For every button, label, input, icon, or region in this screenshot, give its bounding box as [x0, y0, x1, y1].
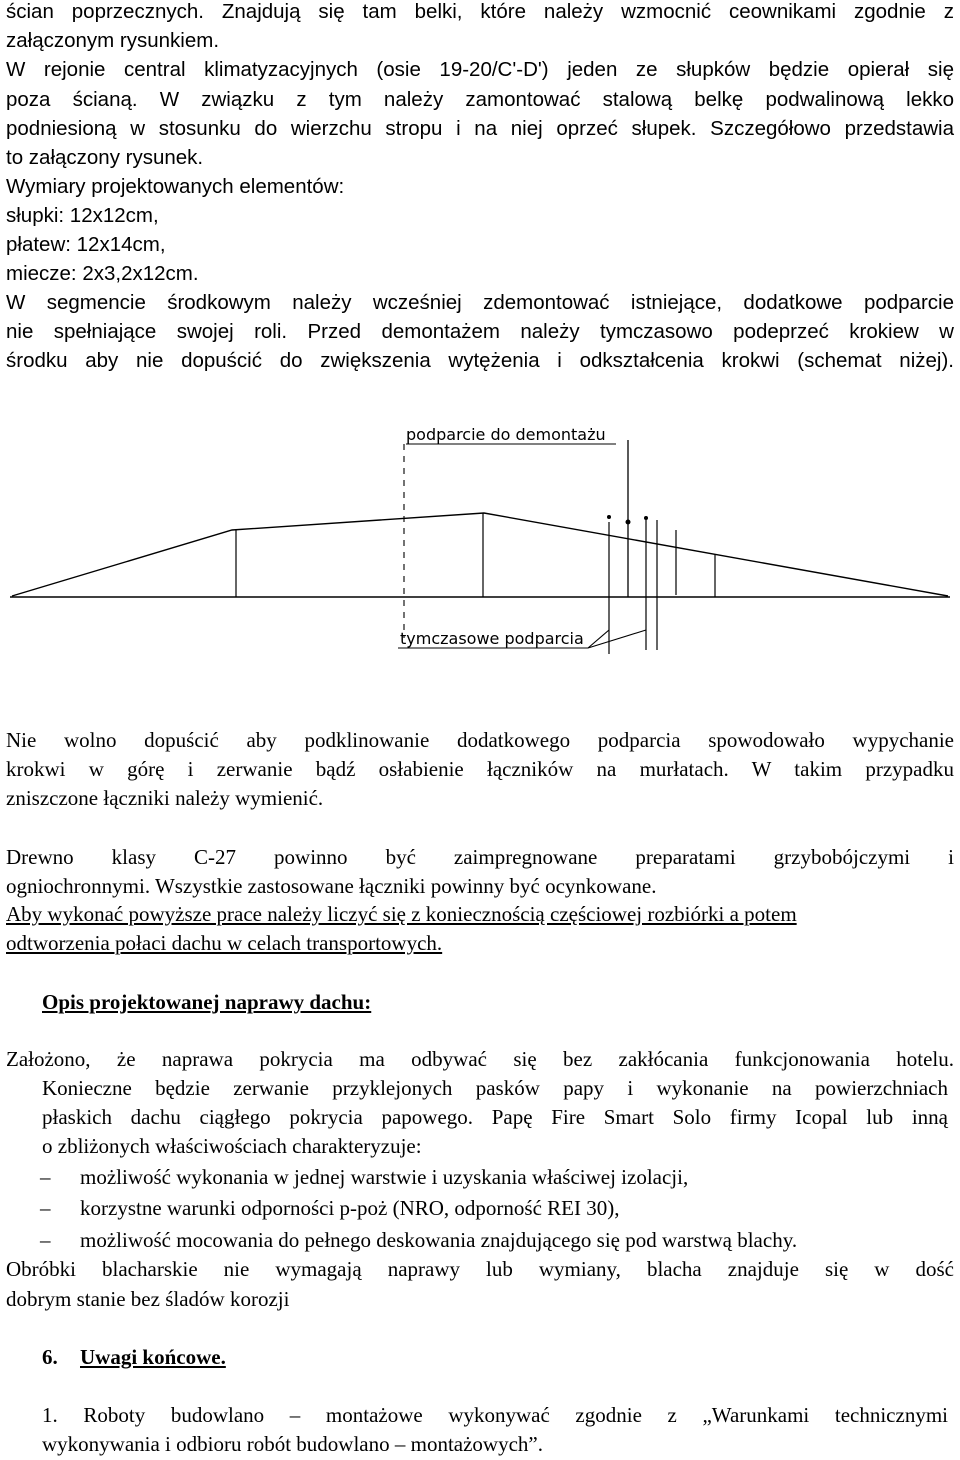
pointer-arrow	[588, 630, 646, 648]
paragraph-line: to załączony rysunek.	[6, 146, 204, 169]
paragraph-line: środku aby nie dopuścić do zwiększenia wytężenia i odkształcenia krokwi (schemat niżej).	[6, 349, 954, 372]
support-marker	[644, 516, 648, 520]
paragraph-line: załączonym rysunkiem.	[6, 29, 220, 52]
paragraph-line: podniesioną w stosunku do wierzchu stropu i na niej oprzeć słupek. Szczegółowo przedstawia	[6, 117, 954, 140]
support-marker	[626, 520, 631, 525]
roof-support-diagram	[0, 410, 960, 670]
heading-number: 6.	[42, 1345, 58, 1369]
paragraph-line: miecze: 2x3,2x12cm.	[6, 262, 199, 285]
label-temporary-supports: tymczasowe podparcia	[400, 629, 584, 648]
paragraph-line-underlined: odtworzenia połaci dachu w celach transportowych.	[6, 931, 443, 955]
paragraph-line: ogniochronnymi. Wszystkie zastosowane łączniki powinny być ocynkowane.	[6, 874, 657, 898]
section-heading: Opis projektowanej naprawy dachu:	[42, 990, 372, 1014]
paragraph-line: Drewno klasy C-27 powinno być zaimpregnowane preparatami grzybobójczymi i	[6, 845, 954, 869]
paragraph-line: płaskich dachu ciągłego pokrycia papowego. Papę Fire Smart Solo firmy Icopal lub inną	[42, 1105, 948, 1129]
label-support-to-dismantle: podparcie do demontażu	[406, 425, 606, 444]
paragraph-line: nie spełniające swojej roli. Przed demontażem należy tymczasowo podeprzeć krokiew w	[6, 320, 954, 343]
bullet-dash: –	[40, 1165, 51, 1189]
list-item-text: możliwość mocowania do pełnego deskowania znajdującego się pod warstwą blachy.	[80, 1228, 798, 1252]
list-item-text: możliwość wykonania w jednej warstwie i uzyskania właściwej izolacji,	[80, 1165, 689, 1189]
paragraph-line: wykonywania i odbioru robót budowlano – montażowych”.	[42, 1432, 543, 1456]
paragraph-line: 1. Roboty budowlano – montażowe wykonywać zgodnie z „Warunkami technicznymi	[42, 1403, 948, 1427]
paragraph-line: Wymiary projektowanych elementów:	[6, 175, 345, 198]
paragraph-line: Konieczne będzie zerwanie przyklejonych pasków papy i wykonanie na powierzchniach	[42, 1076, 948, 1100]
paragraph-line: ścian poprzecznych. Znajdują się tam belki, które należy wzmocnić ceownikami zgodnie z	[6, 0, 954, 23]
paragraph-line: poza ścianą. W związku z tym należy zamontować stalową belkę podwalinową lekko	[6, 88, 954, 111]
paragraph-line: płatew: 12x14cm,	[6, 233, 166, 256]
paragraph-line: W segmencie środkowym należy wcześniej zdemontować istniejące, dodatkowe podparcie	[6, 291, 954, 314]
paragraph-line: dobrym stanie bez śladów korozji	[6, 1287, 290, 1311]
paragraph-line-underlined: Aby wykonać powyższe prace należy liczyć się z koniecznością częściowej rozbiórki a potem	[6, 902, 797, 926]
paragraph-line: Nie wolno dopuścić aby podklinowanie dodatkowego podparcia spowodowało wypychanie	[6, 728, 954, 752]
paragraph-line: Obróbki blacharskie nie wymagają naprawy lub wymiany, blacha znajduje się w dość	[6, 1257, 954, 1281]
list-item-text: korzystne warunki odporności p-poż (NRO, odporność REI 30),	[80, 1196, 620, 1220]
support-marker	[607, 515, 611, 519]
bullet-dash: –	[40, 1196, 51, 1220]
paragraph-line: zniszczone łączniki należy wymienić.	[6, 786, 324, 810]
bullet-dash: –	[40, 1228, 51, 1252]
paragraph-line: Założono, że naprawa pokrycia ma odbywać się bez zakłócania funkcjonowania hotelu.	[6, 1047, 954, 1071]
roof-outline	[12, 513, 948, 596]
paragraph-line: o zbliżonych właściwościach charakteryzuje:	[42, 1134, 422, 1158]
heading-title: Uwagi końcowe.	[80, 1345, 226, 1369]
paragraph-line: słupki: 12x12cm,	[6, 204, 159, 227]
paragraph-line: krokwi w górę i zerwanie bądź osłabienie łączników na murłatach. W takim przypadku	[6, 757, 954, 781]
paragraph-line: W rejonie central klimatyzacyjnych (osie 19-20/C'-D') jeden ze słupków będzie opierał się	[6, 58, 954, 81]
